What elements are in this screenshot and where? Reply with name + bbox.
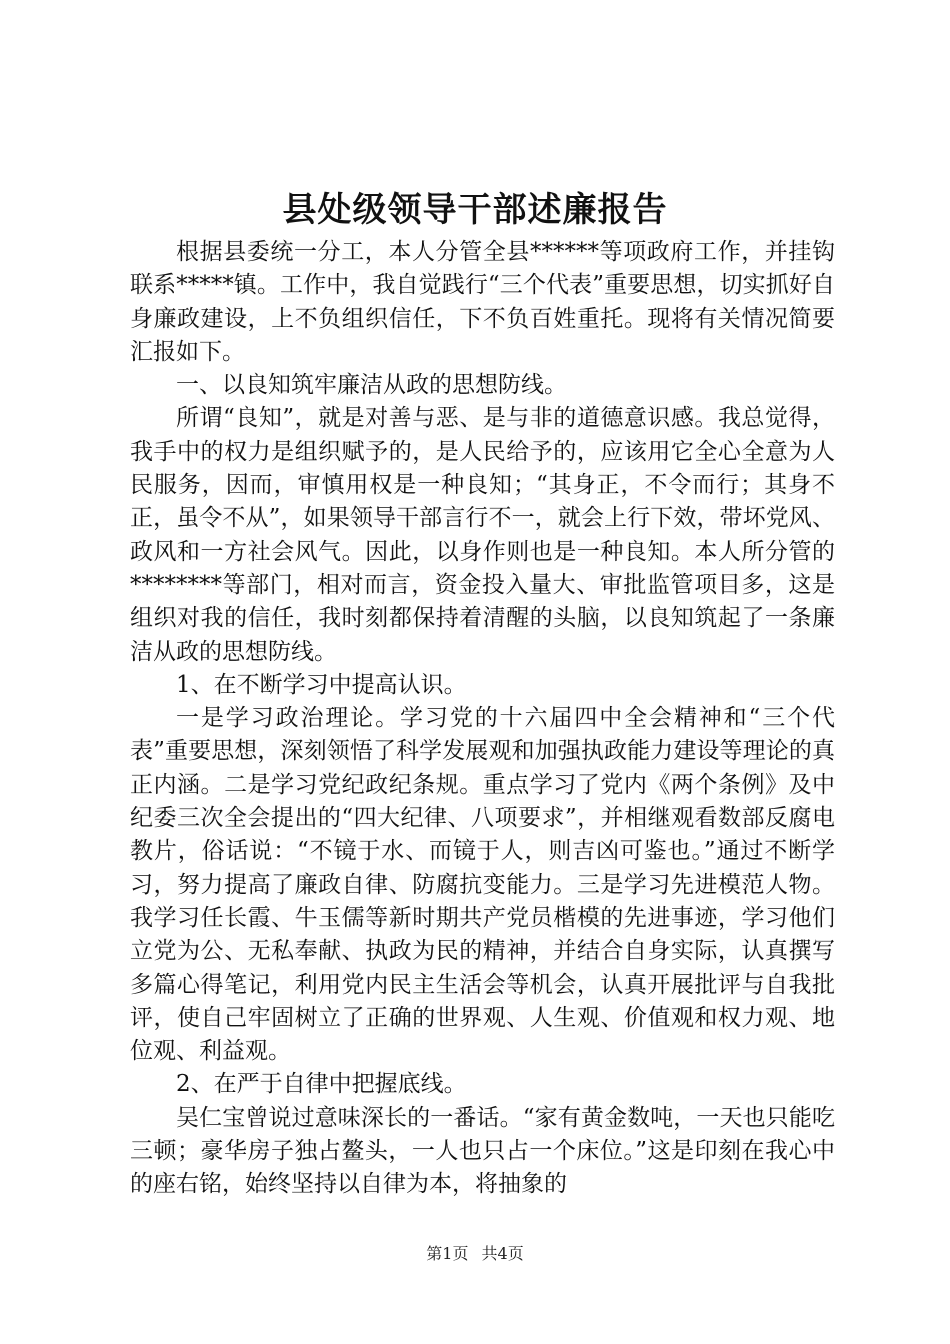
paragraph-intro: 根据县委统一分工，本人分管全县******等项政府工作，并挂钩联系*****镇。工作中，我自觉践行“三个代表”重要思想，切实抓好自身廉政建设，上不负组织信任，下不负百姓重托。现将有关情况简要汇报如下。 (130, 239, 835, 365)
paragraph-study: 一是学习政治理论。学习党的十六届四中全会精神和“三个代表”重要思想，深刻领悟了科学发展观和加强执政能力建设等理论的真正内涵。二是学习党纪政纪条规。重点学习了党内《两个条例》及中纪委三次全会提出的“四大纪律、八项要求”，并相继观看数部反腐电教片，俗话说：“不镜于水、而镜于人，则吉凶可鉴也。”通过不断学习，努力提高了廉政自律、防腐抗变能力。三是学习先进模范人物。我学习任长霞、牛玉儒等新时期共产党员楷模的先进事迹，学习他们立党为公、无私奉献、执政为民的精神，并结合自身实际，认真撰写多篇心得笔记，利用党内民主生活会等机会，认真开展批评与自我批评，使自己牢固树立了正确的世界观、人生观、价值观和权力观、地位观、利益观。 (130, 705, 835, 1065)
page-footer (0, 1243, 950, 1265)
document-title: 县处级领导干部述廉报告 (282, 190, 668, 230)
section-heading-1: 一、以良知筑牢廉洁从政的思想防线。 (176, 372, 567, 399)
subsection-heading-2: 2、在严于自律中把握底线。 (176, 1071, 467, 1098)
paragraph-conscience: 所谓“良知”，就是对善与恶、是与非的道德意识感。我总觉得，我手中的权力是组织赋予的，是人民给予的，应该用它全心全意为人民服务，因而，审慎用权是一种良知；“其身正，不令而行；其身不正，虽令不从”，如果领导干部言行不一，就会上行下效，带坏党风、政风和一方社会风气。因此，以身作则也是一种良知。本人所分管的********等部门，相对而言，资金投入量大、审批监管项目多，这是组织对我的信任，我时刻都保持着清醒的头脑，以良知筑起了一条廉洁从政的思想防线。 (130, 405, 835, 665)
page-total: 共4页 (481, 1244, 524, 1263)
subsection-heading-1: 1、在不断学习中提高认识。 (176, 671, 467, 698)
page-number: 第1页 (426, 1244, 469, 1263)
paragraph-self-discipline: 吴仁宝曾说过意味深长的一番话。“家有黄金数吨，一天也只能吃三顿；豪华房子独占鳌头，一人也只占一个床位。”这是印刻在我心中的座右铭，始终坚持以自律为本，将抽象的 (130, 1104, 835, 1198)
document-body (130, 236, 835, 1202)
